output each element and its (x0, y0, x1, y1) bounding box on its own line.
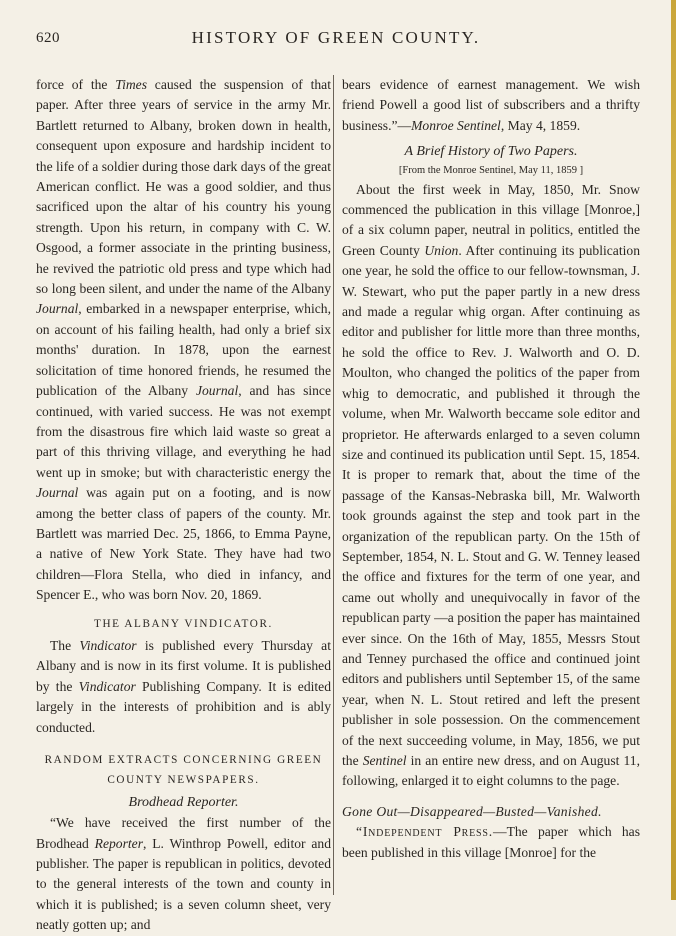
independent-press-paragraph (342, 822, 640, 863)
page-number: 620 (36, 30, 60, 46)
page-edge (671, 0, 676, 900)
vindicator-heading: THE ALBANY VINDICATOR. (94, 617, 273, 630)
independent-press-text: —The paper which has been published in this village [Monroe] for the (342, 824, 641, 860)
running-title: HISTORY OF GREEN COUNTY. (191, 28, 481, 47)
italic-title: Vindicator (78, 678, 136, 694)
italic-title: Sentinel (362, 753, 407, 768)
italic-title: Monroe Sentinel (411, 117, 501, 133)
page-header (36, 28, 636, 50)
gone-out-heading: Gone Out—Disappeared—Busted—Vanished. (342, 803, 602, 819)
reporter-continuation-paragraph: bears evidence of earnest management. We wish friend Powell a good list of subscribers and a thrifty business.”—Monroe Sentinel, May 4, 1859. (342, 77, 640, 133)
vindicator-paragraph: The Vindicator is published every Thursday at Albany and is now in its first volume. It is published by the Vindicator Publishing Company. It is edited largely in the interests of prohibition and is ably conducted. (36, 637, 331, 735)
random-extracts-heading: RANDOM EXTRACTS CONCERNING GREEN COUNTY NEWSPAPERS. (44, 754, 323, 787)
independent-press-lead: “Independent Press. (356, 824, 493, 840)
right-column (342, 75, 640, 863)
italic-title: Journal (36, 485, 79, 501)
italic-title: Journal (195, 383, 239, 399)
italic-title: Vindicator (79, 637, 137, 653)
source-note: [From the Monroe Sentinel, May 11, 1859 ] (398, 164, 584, 176)
italic-title: Times (115, 77, 147, 92)
brodhead-paragraph: “We have received the first number of the Brodhead Reporter, L. Winthrop Powell, editor and publisher. The paper is republican in politics, devoted to the general interests of the town and county in which it is published; is a seven column sheet, very neatly gotten up; and (36, 815, 331, 933)
italic-title: Reporter (94, 835, 143, 851)
left-column (36, 75, 331, 936)
italic-title: Journal (36, 301, 79, 317)
brief-history-paragraph: About the first week in May, 1850, Mr. Snow commenced the publication in this village [Monroe,] of a six column paper, neutral in politics, entitled the Green County Union. After continuing its publication one year, he sold the office to our fellow-townsman, J. W. Stewart, who put the paper partly in a new dress and made a regular whig organ. After continuing as editor and publisher for little more than three months, he sold the office to Rev. J. Walworth and O. D. Moulton, who changed the politics of the paper from whig to democratic, and published it through the volume, when Mr. Walworth beccame sole editor and proprietor. He afterwards enlarged to a seven column size and continued its publication until Sept. 15, 1854. It is proper to remark that, about the time of the passage of the Kansas-Nebraska bill, Mr. Walworth took grounds against the step and took part in the organization of the republican party. On the 15th of September, 1854, N. L. Stout and G. W. Tenney leased the office and fixtures for the term of one year, and came out wholly and unequivocally in favor of the republican party —a position the paper has maintained ever since. On the 16th of May, 1855, Messrs Stout and Tenney purchased the office and continued joint editors and publishers until September 15, of the same year, when N. L. Stout retired and left the present publisher in sole possession. On the commencement of the next succeeding volume, in May, 1856, we put the Sentinel in an entire new dress, and on August 11, following, enlarged it to eight columns to the page. (342, 181, 640, 789)
brief-history-heading: A Brief History of Two Papers. (404, 144, 578, 160)
column-divider (333, 75, 334, 895)
brodhead-reporter-heading: Brodhead Reporter. (128, 794, 239, 810)
italic-title: Union (424, 242, 459, 258)
bartlett-paragraph: force of the Times caused the suspension of that paper. After three years of service in the army Mr. Bartlett returned to Albany, broken down in health, consequent upon exposure and hardship incident to the life of a soldier during those dark days of the great American conflict. He was a good soldier, and thus sacrificed upon the altar of his country his young strength. Upon his return, in company with C. W. Osgood, a former associate in the printing business, he revived the patriotic old press and type which had so long been silent, and under the name of the Albany Journal, embarked in a newspaper enterprise, which, on account of his failing health, had only a brief six months' duration. In 1878, upon the earnest solicitation of time honored friends, he resumed the publication of the Albany Journal, and has since continued, with varied success. He was not exempt from the disastrous fire which laid waste so great a part of this thriving village, and everything he had went up in smoke; but with characteristic energy the Journal was again put on a footing, and is now among the better class of papers of the county. Mr. Bartlett was married Dec. 25, 1866, to Emma Payne, a native of New York State. They have had two children—Flora Stella, who died in infancy, and Spencer E., who was born Nov. 20, 1869. (36, 77, 331, 603)
